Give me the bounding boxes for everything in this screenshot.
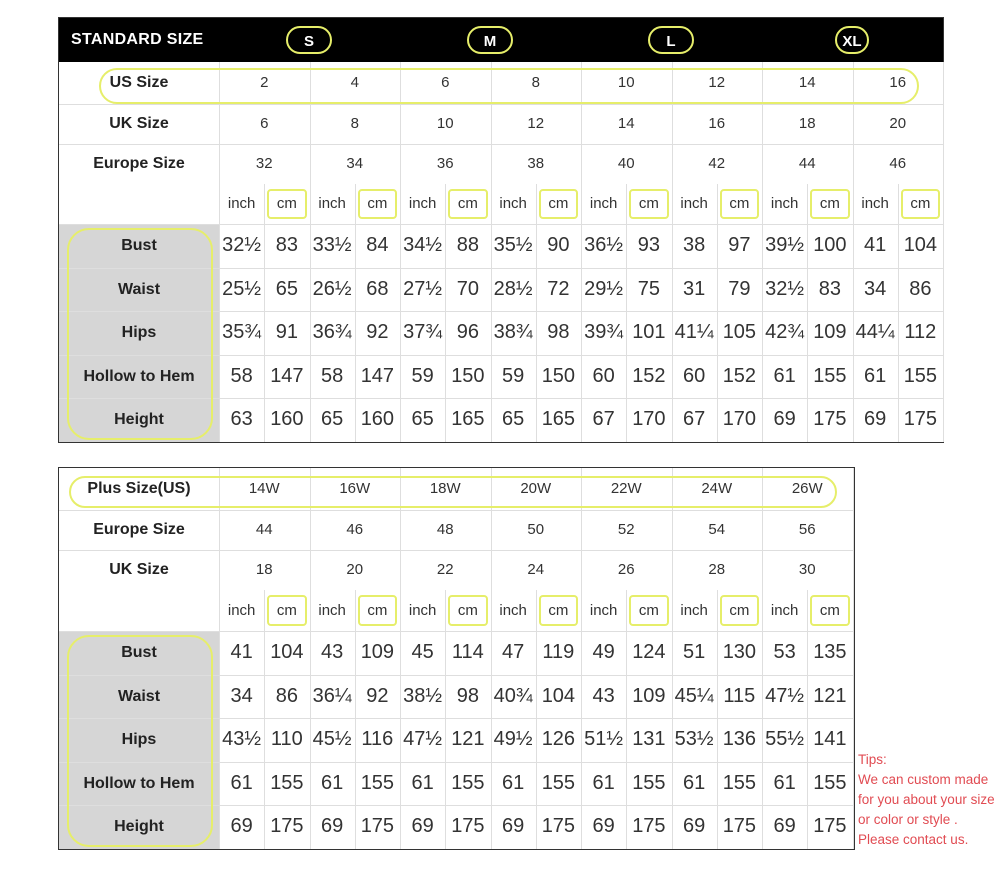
unit-inch-label: inch (589, 195, 618, 212)
measure-value: 69 (230, 815, 253, 837)
measure-value: 58 (321, 364, 344, 387)
measure-value: 61 (773, 364, 796, 387)
size-value: 22 (436, 561, 454, 578)
plus-size-table (58, 467, 855, 850)
measure-value: 104 (903, 234, 938, 256)
measure-value: 61 (773, 771, 796, 794)
size-value: 54 (708, 521, 726, 538)
measure-value: 35¾ (222, 321, 262, 343)
measure-value: 27½ (403, 277, 443, 300)
measure-value: 61 (502, 771, 525, 794)
size-value: 50 (527, 521, 545, 538)
measure-value: 53½ (674, 728, 714, 750)
size-value: 22W (610, 480, 642, 497)
measure-label: Height (114, 411, 164, 428)
measure-value: 40¾ (493, 684, 533, 707)
measure-value: 39½ (765, 234, 805, 256)
measure-value: 119 (542, 641, 575, 663)
measure-value: 101 (632, 321, 666, 343)
measure-value: 45¼ (674, 684, 714, 707)
measure-value: 69 (773, 408, 796, 430)
size-value: 10 (617, 74, 635, 91)
measure-label: Bust (121, 644, 157, 661)
size-value: 20 (346, 561, 364, 578)
measure-value: 69 (864, 408, 887, 430)
measure-value: 67 (683, 408, 706, 430)
unit-cm-label: cm (638, 602, 659, 619)
measure-label: Waist (117, 687, 161, 705)
unit-cm-label: cm (276, 602, 297, 619)
measure-value: 49 (592, 641, 615, 663)
unit-inch-label: inch (499, 195, 527, 212)
measure-value: 61 (411, 771, 434, 794)
measure-value: 34 (864, 277, 887, 300)
measure-value: 39¾ (584, 321, 624, 343)
size-value: 24W (701, 480, 733, 497)
measure-value: 79 (728, 277, 751, 300)
size-value: 36 (436, 155, 454, 172)
measure-value: 69 (592, 815, 615, 837)
measure-value: 155 (813, 771, 847, 794)
measure-value: 35½ (493, 234, 533, 256)
measure-value: 97 (728, 234, 751, 256)
measure-value: 90 (547, 234, 570, 256)
unit-inch-label: inch (499, 602, 527, 619)
measure-value: 150 (541, 364, 576, 387)
measure-label: Bust (121, 237, 157, 254)
size-value: 40 (617, 155, 635, 172)
measure-value: 68 (366, 277, 389, 300)
measure-value: 65 (411, 408, 434, 430)
measure-value: 121 (451, 728, 485, 750)
unit-cm-label: cm (548, 602, 569, 619)
unit-cm-label: cm (548, 195, 569, 212)
measure-value: 155 (360, 771, 395, 794)
unit-inch-label: inch (770, 195, 799, 212)
measure-value: 175 (722, 815, 757, 837)
size-value: 4 (350, 74, 359, 91)
measure-value: 69 (321, 815, 344, 837)
measure-value: 60 (683, 364, 706, 387)
measure-value: 175 (360, 815, 395, 837)
size-value: 32 (255, 155, 273, 172)
measure-value: 84 (366, 234, 389, 256)
standard-size-title: STANDARD SIZE (71, 31, 204, 48)
measure-value: 105 (722, 321, 757, 343)
measure-value: 175 (270, 815, 304, 837)
measure-value: 55½ (765, 728, 805, 750)
measure-value: 124 (632, 641, 666, 663)
size-value: 42 (708, 155, 726, 172)
size-value: 26 (617, 561, 635, 578)
unit-inch-label: inch (408, 602, 437, 619)
measure-value: 69 (683, 815, 706, 837)
measure-value: 67 (592, 408, 615, 430)
size-value: 18W (429, 480, 461, 497)
unit-cm-label: cm (457, 602, 478, 619)
unit-cm-label: cm (276, 195, 297, 212)
measure-value: 86 (275, 684, 298, 707)
measure-value: 112 (904, 321, 937, 343)
measure-value: 155 (903, 364, 938, 387)
size-row-label: Europe Size (93, 155, 185, 172)
measure-value: 155 (451, 771, 485, 794)
tips-heading: Tips: (858, 752, 887, 767)
measure-label: Height (114, 818, 164, 835)
size-value: 20 (889, 115, 907, 132)
measure-value: 83 (818, 277, 841, 300)
measure-value: 44¼ (855, 321, 895, 343)
measure-value: 70 (456, 277, 479, 300)
measure-value: 25½ (222, 277, 262, 300)
size-value: 46 (346, 521, 364, 538)
size-row-label: UK Size (109, 115, 169, 132)
size-value: 18 (798, 115, 816, 132)
size-value: 6 (441, 74, 450, 91)
measure-value: 88 (456, 234, 479, 256)
unit-inch-label: inch (318, 602, 346, 619)
unit-inch-label: inch (318, 195, 346, 212)
measure-value: 69 (411, 815, 434, 837)
size-value: 26W (791, 480, 823, 497)
measure-value: 51½ (584, 728, 624, 750)
measure-value: 37¾ (403, 321, 443, 343)
size-value: 34 (346, 155, 364, 172)
measure-value: 147 (270, 364, 304, 387)
measure-value: 131 (632, 728, 666, 750)
unit-inch-label: inch (589, 602, 618, 619)
measure-value: 165 (451, 408, 485, 430)
size-value: 46 (889, 155, 907, 172)
measure-value: 45½ (312, 728, 352, 750)
size-badge-l: L (648, 26, 694, 54)
unit-cm-label: cm (729, 602, 750, 619)
unit-inch-label: inch (861, 195, 889, 212)
measure-value: 91 (275, 321, 298, 343)
measure-value: 86 (909, 277, 932, 300)
unit-inch-label: inch (680, 195, 708, 212)
size-value: 2 (260, 74, 269, 91)
measure-value: 43½ (222, 728, 262, 750)
measure-value: 110 (270, 728, 303, 750)
measure-value: 155 (722, 771, 757, 794)
size-row-label: Plus Size(US) (87, 480, 191, 497)
measure-value: 136 (722, 728, 757, 750)
measure-value: 69 (502, 815, 525, 837)
measure-value: 96 (456, 321, 479, 343)
measure-value: 63 (230, 408, 253, 430)
measure-value: 75 (637, 277, 660, 300)
size-value: 44 (255, 521, 273, 538)
measure-value: 93 (637, 234, 660, 256)
measure-value: 32½ (222, 234, 262, 256)
size-value: 56 (798, 521, 816, 538)
unit-cm-label: cm (819, 602, 840, 619)
measure-value: 41 (230, 641, 253, 663)
unit-cm-label: cm (457, 195, 478, 212)
measure-value: 114 (451, 641, 484, 663)
measure-value: 65 (275, 277, 298, 300)
measure-label: Hips (121, 731, 157, 748)
measure-value: 98 (547, 321, 570, 343)
size-value: 14 (798, 74, 816, 91)
unit-inch-label: inch (227, 602, 256, 619)
measure-value: 109 (632, 684, 666, 707)
measure-value: 69 (773, 815, 796, 837)
measure-value: 65 (321, 408, 344, 430)
measure-value: 152 (722, 364, 757, 387)
measure-value: 41 (864, 234, 887, 256)
measure-value: 141 (813, 728, 847, 750)
measure-value: 31 (683, 277, 706, 300)
tips-line: for you about your size (858, 792, 995, 807)
measure-value: 126 (541, 728, 576, 750)
measure-value: 59 (502, 364, 525, 387)
measure-value: 61 (683, 771, 706, 794)
measure-value: 29½ (584, 277, 624, 300)
unit-cm-label: cm (819, 195, 840, 212)
size-value: 30 (798, 561, 816, 578)
measure-label: Hollow to Hem (83, 774, 195, 792)
measure-value: 109 (813, 321, 847, 343)
measure-value: 98 (456, 684, 479, 707)
measure-value: 38½ (403, 684, 443, 707)
measure-value: 175 (813, 815, 847, 837)
tips-line: Please contact us. (858, 832, 969, 847)
unit-cm-label: cm (729, 195, 750, 212)
size-value: 6 (260, 115, 269, 132)
measure-value: 170 (722, 408, 757, 430)
unit-inch-label: inch (680, 602, 708, 619)
size-row-label: Europe Size (93, 521, 185, 538)
tips-line: or color or style . (858, 812, 958, 827)
measure-value: 92 (366, 321, 389, 343)
column-divider (853, 468, 854, 849)
size-value: 8 (531, 74, 540, 91)
size-value: 24 (527, 561, 545, 578)
measure-value: 47 (502, 641, 525, 663)
measure-value: 42¾ (765, 321, 805, 343)
unit-inch-label: inch (408, 195, 437, 212)
measure-value: 170 (632, 408, 666, 430)
measure-value: 32½ (765, 277, 805, 300)
size-value: 28 (708, 561, 726, 578)
size-value: 16W (339, 480, 371, 497)
measure-value: 36¼ (312, 684, 352, 707)
size-value: 52 (617, 521, 635, 538)
measure-value: 43 (592, 684, 615, 707)
standard-size-table (58, 17, 944, 443)
tips-line: We can custom made (858, 772, 989, 787)
measure-value: 83 (275, 234, 298, 256)
size-row-label: US Size (109, 74, 169, 91)
size-badge-xl: XL (835, 26, 869, 54)
unit-inch-label: inch (770, 602, 799, 619)
measure-value: 38¾ (493, 321, 533, 343)
measure-value: 115 (723, 684, 756, 707)
measure-value: 38 (683, 234, 706, 256)
measure-value: 36¾ (312, 321, 352, 343)
measure-value: 135 (813, 641, 847, 663)
measure-value: 28½ (493, 277, 533, 300)
measure-value: 175 (632, 815, 666, 837)
unit-inch-label: inch (227, 195, 256, 212)
unit-cm-label: cm (910, 195, 931, 212)
measure-value: 45 (411, 641, 434, 663)
size-value: 16 (889, 74, 907, 91)
measure-value: 116 (361, 728, 394, 750)
measure-value: 43 (321, 641, 344, 663)
measure-value: 51 (683, 641, 706, 663)
size-value: 48 (436, 521, 454, 538)
measure-value: 53 (773, 641, 796, 663)
measure-value: 61 (321, 771, 344, 794)
measure-value: 175 (813, 408, 847, 430)
measure-value: 147 (360, 364, 395, 387)
measure-value: 41¼ (674, 321, 714, 343)
measure-value: 155 (541, 771, 576, 794)
measure-value: 36½ (584, 234, 624, 256)
measure-value: 26½ (312, 277, 352, 300)
measure-value: 34 (230, 684, 253, 707)
size-badge-s: S (286, 26, 332, 54)
measure-value: 175 (903, 408, 938, 430)
measure-value: 100 (813, 234, 847, 256)
measure-value: 34½ (403, 234, 443, 256)
measure-value: 47½ (765, 684, 805, 707)
measure-value: 104 (270, 641, 304, 663)
measure-value: 109 (360, 641, 395, 663)
measure-value: 175 (541, 815, 576, 837)
size-value: 14 (617, 115, 635, 132)
measure-value: 155 (270, 771, 304, 794)
measure-value: 61 (592, 771, 615, 794)
measure-value: 58 (230, 364, 253, 387)
unit-cm-label: cm (367, 195, 388, 212)
size-value: 20W (520, 480, 552, 497)
measure-value: 152 (632, 364, 666, 387)
size-value: 8 (350, 115, 359, 132)
measure-value: 160 (360, 408, 395, 430)
size-row-label: UK Size (109, 561, 169, 578)
measure-value: 61 (864, 364, 887, 387)
size-value: 16 (708, 115, 726, 132)
measure-value: 104 (541, 684, 576, 707)
size-value: 14W (248, 480, 280, 497)
measure-value: 92 (366, 684, 389, 707)
size-value: 38 (527, 155, 545, 172)
measure-value: 65 (502, 408, 525, 430)
measure-value: 130 (722, 641, 757, 663)
measure-value: 59 (411, 364, 434, 387)
measure-value: 49½ (493, 728, 533, 750)
measure-value: 160 (270, 408, 304, 430)
measure-value: 155 (632, 771, 666, 794)
size-value: 44 (798, 155, 816, 172)
measure-value: 72 (547, 277, 570, 300)
measure-value: 47½ (403, 728, 443, 750)
size-value: 18 (255, 561, 273, 578)
measure-value: 33½ (312, 234, 352, 256)
measure-value: 60 (592, 364, 615, 387)
size-value: 10 (436, 115, 454, 132)
measure-value: 121 (813, 684, 847, 707)
measure-value: 61 (230, 771, 253, 794)
unit-cm-label: cm (638, 195, 659, 212)
measure-value: 150 (451, 364, 485, 387)
column-divider (943, 62, 944, 442)
size-value: 12 (708, 74, 726, 91)
measure-value: 155 (813, 364, 847, 387)
size-badge-m: M (467, 26, 513, 54)
measure-label: Hips (121, 324, 157, 341)
size-value: 12 (527, 115, 545, 132)
measure-value: 165 (541, 408, 576, 430)
measure-label: Hollow to Hem (83, 367, 195, 385)
unit-cm-label: cm (367, 602, 388, 619)
measure-value: 175 (451, 815, 485, 837)
measure-label: Waist (117, 280, 161, 298)
tips-note (858, 750, 999, 850)
